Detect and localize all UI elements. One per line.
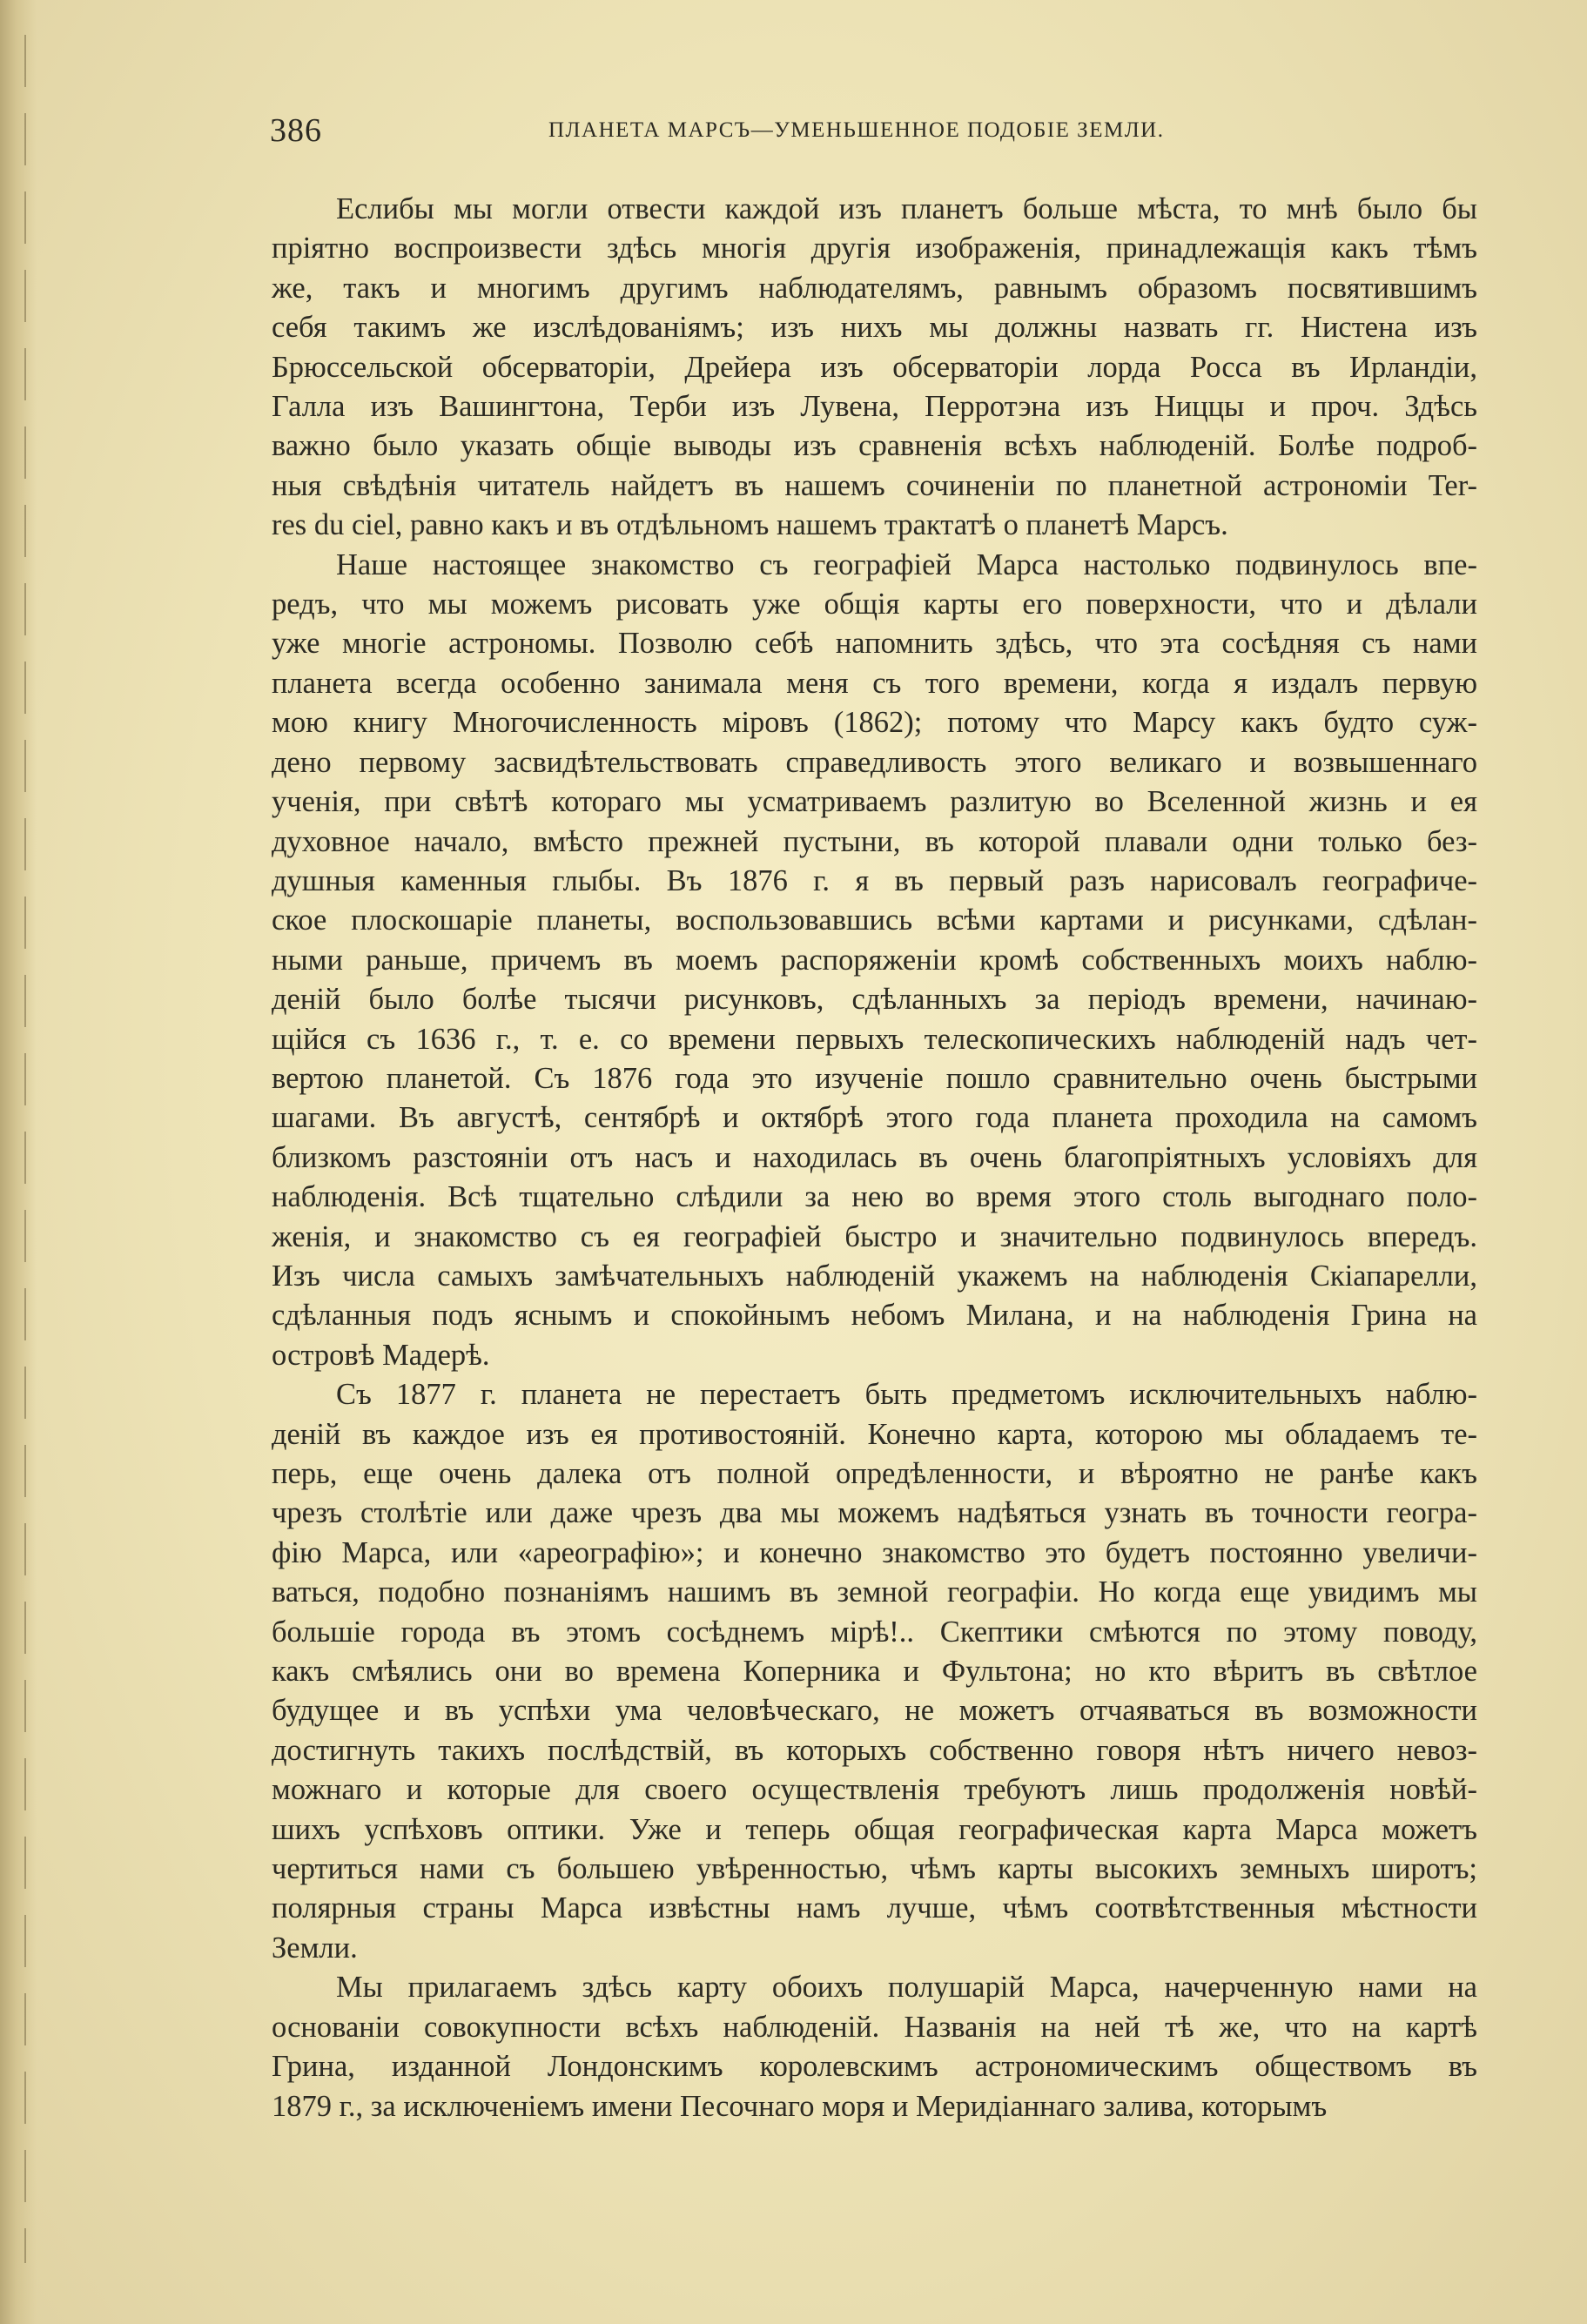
text-line: пріятно воспроизвести здѣсь многія другія изображенія, принадлежащія какъ тѣмъ: [272, 232, 1477, 265]
text-line: планета всегда особенно занимала меня съ того времени, когда я издалъ первую: [272, 666, 1477, 700]
text-line: res du ciel, равно какъ и въ отдѣльномъ нашемъ трактатѣ о планетѣ Марсъ.: [272, 508, 1228, 542]
text-line: ныя свѣдѣнія читатель найдетъ въ нашемъ сочиненіи по планетной астрономіи Ter-: [272, 468, 1477, 502]
text-line: уже многіе астрономы. Позволю себѣ напомнить здѣсь, что эта сосѣдняя съ нами: [272, 627, 1477, 661]
text-line: чрезъ столѣтіе или даже чрезъ два мы можемъ надѣяться узнать въ точности геогра-: [272, 1496, 1477, 1530]
text-line: сдѣланныя подъ яснымъ и спокойнымъ небомъ Милана, и на наблюденія Грина на: [272, 1299, 1477, 1333]
body-text: [272, 190, 1477, 2126]
text-line: можнаго и которые для своего осуществленія требуютъ лишь продолженія новѣй-: [272, 1773, 1477, 1807]
page-number: 386: [270, 112, 322, 149]
text-line: душныя каменныя глыбы. Въ 1876 г. я въ первый разъ нарисовалъ географиче-: [272, 863, 1477, 897]
text-line: Съ 1877 г. планета не перестаетъ быть предметомъ исключительныхъ наблю-: [336, 1378, 1477, 1412]
page-binding-edge: [0, 0, 37, 2324]
text-line: духовное начало, вмѣсто прежней пустыни, въ которой плавали одни только без-: [272, 824, 1477, 858]
text-line: ваться, подобно познаніямъ нашимъ въ земной географіи. Но когда еще увидимъ мы: [272, 1575, 1477, 1609]
text-line: Изъ числа самыхъ замѣчательныхъ наблюденій укажемъ на наблюденія Скіапарелли,: [272, 1259, 1477, 1293]
text-line: дено первому засвидѣтельствовать справедливость этого великаго и возвышеннаго: [272, 745, 1477, 779]
text-line: Галла изъ Вашингтона, Терби изъ Лувена, Перротэна изъ Ниццы и проч. Здѣсь: [272, 390, 1477, 424]
text-line: какъ смѣялись они во времена Коперника и Фультона; но кто вѣритъ въ свѣтлое: [272, 1655, 1477, 1689]
text-line: островѣ Мадерѣ.: [272, 1338, 490, 1372]
text-line: 1879 г., за исключеніемъ имени Песочнаго моря и Меридіаннаго залива, которымъ: [272, 2089, 1328, 2123]
running-head: ПЛАНЕТА МАРСЪ—УМЕНЬШЕННОЕ ПОДОБІЕ ЗЕМЛИ.: [548, 118, 1165, 142]
text-line: шагами. Въ августѣ, сентябрѣ и октябрѣ этого года планета проходила на самомъ: [272, 1101, 1477, 1135]
text-line: Брюссельской обсерваторіи, Дрейера изъ обсерваторіи лорда Росса въ Ирландіи,: [272, 350, 1477, 384]
text-line: Еслибы мы могли отвести каждой изъ планетъ больше мѣста, то мнѣ было бы: [336, 192, 1477, 225]
text-line: мою книгу Многочисленность міровъ (1862); потому что Марсу какъ будто суж-: [272, 706, 1477, 740]
paragraph: [272, 1968, 1477, 2126]
text-line: женія, и знакомство съ ея географіей быстро и значительно подвинулось впередъ.: [272, 1219, 1477, 1253]
text-line: близкомъ разстояніи отъ насъ и находилась въ очень благопріятныхъ условіяхъ для: [272, 1140, 1477, 1174]
text-line: важно было указать общіе выводы изъ сравненія всѣхъ наблюденій. Болѣе подроб-: [272, 429, 1477, 463]
paragraph: [272, 1375, 1477, 1968]
text-line: же, такъ и многимъ другимъ наблюдателямъ, равнымъ образомъ посвятившимъ: [272, 271, 1477, 305]
text-line: деній въ каждое изъ ея противостояній. Конечно карта, которою мы обладаемъ те-: [272, 1417, 1477, 1451]
text-line: Мы прилагаемъ здѣсь карту обоихъ полушарій Марса, начерченную нами на: [336, 1971, 1477, 2005]
text-line: чертиться нами съ большею увѣренностью, чѣмъ карты высокихъ земныхъ широтъ;: [272, 1852, 1477, 1886]
text-line: Земли.: [272, 1931, 358, 1965]
text-line: шихъ успѣховъ оптики. Уже и теперь общая географическая карта Марса можетъ: [272, 1812, 1477, 1846]
text-line: Грина, изданной Лондонскимъ королевскимъ астрономическимъ обществомъ въ: [272, 2050, 1477, 2084]
text-line: ученія, при свѣтѣ котораго мы усматриваемъ разлитую во Вселенной жизнь и ея: [272, 785, 1477, 819]
text-line: Наше настоящее знакомство съ географіей Марса настолько подвинулось впе-: [336, 547, 1477, 581]
text-line: будущее и въ успѣхи ума человѣческаго, не можетъ отчаяваться въ возможности: [272, 1694, 1477, 1728]
text-line: ское плоскошаріе планеты, воспользовавшись всѣми картами и рисунками, сдѣлан-: [272, 903, 1477, 937]
paragraph: [272, 546, 1477, 1376]
text-line: ными раньше, причемъ въ моемъ распоряженіи кромѣ собственныхъ моихъ наблю-: [272, 943, 1477, 977]
text-line: перь, еще очень далека отъ полной опредѣленности, и вѣроятно не ранѣе какъ: [272, 1457, 1477, 1490]
text-line: большіе города въ этомъ сосѣднемъ мірѣ!.. Скептики смѣются по этому поводу,: [272, 1615, 1477, 1649]
text-line: наблюденія. Всѣ тщательно слѣдили за нею во время этого столь выгоднаго поло-: [272, 1180, 1477, 1214]
text-line: деній было болѣе тысячи рисунковъ, сдѣланныхъ за періодъ времени, начинаю-: [272, 983, 1477, 1017]
text-line: фію Марса, или «ареографію»; и конечно знакомство это будетъ постоянно увеличи-: [272, 1535, 1477, 1569]
text-line: редъ, что мы можемъ рисовать уже общія карты его поверхности, что и дѣлали: [272, 588, 1477, 621]
text-line: основаніи совокупности всѣхъ наблюденій. Названія на ней тѣ же, что на картѣ: [272, 2010, 1477, 2044]
text-line: себя такимъ же изслѣдованіямъ; изъ нихъ мы должны назвать гг. Нистена изъ: [272, 311, 1477, 345]
text-line: полярныя страны Марса извѣстны намъ лучше, чѣмъ соотвѣтственныя мѣстности: [272, 1891, 1477, 1925]
text-line: щійся съ 1636 г., т. е. со времени первыхъ телескопическихъ наблюденій надъ чет-: [272, 1022, 1477, 1056]
text-line: достигнуть такихъ послѣдствій, въ которыхъ собственно говоря нѣтъ ничего невоз-: [272, 1733, 1477, 1767]
text-line: вертою планетой. Съ 1876 года это изученіе пошло сравнительно очень быстрыми: [272, 1061, 1477, 1095]
page-header: [270, 111, 1476, 155]
paragraph: [272, 190, 1477, 546]
